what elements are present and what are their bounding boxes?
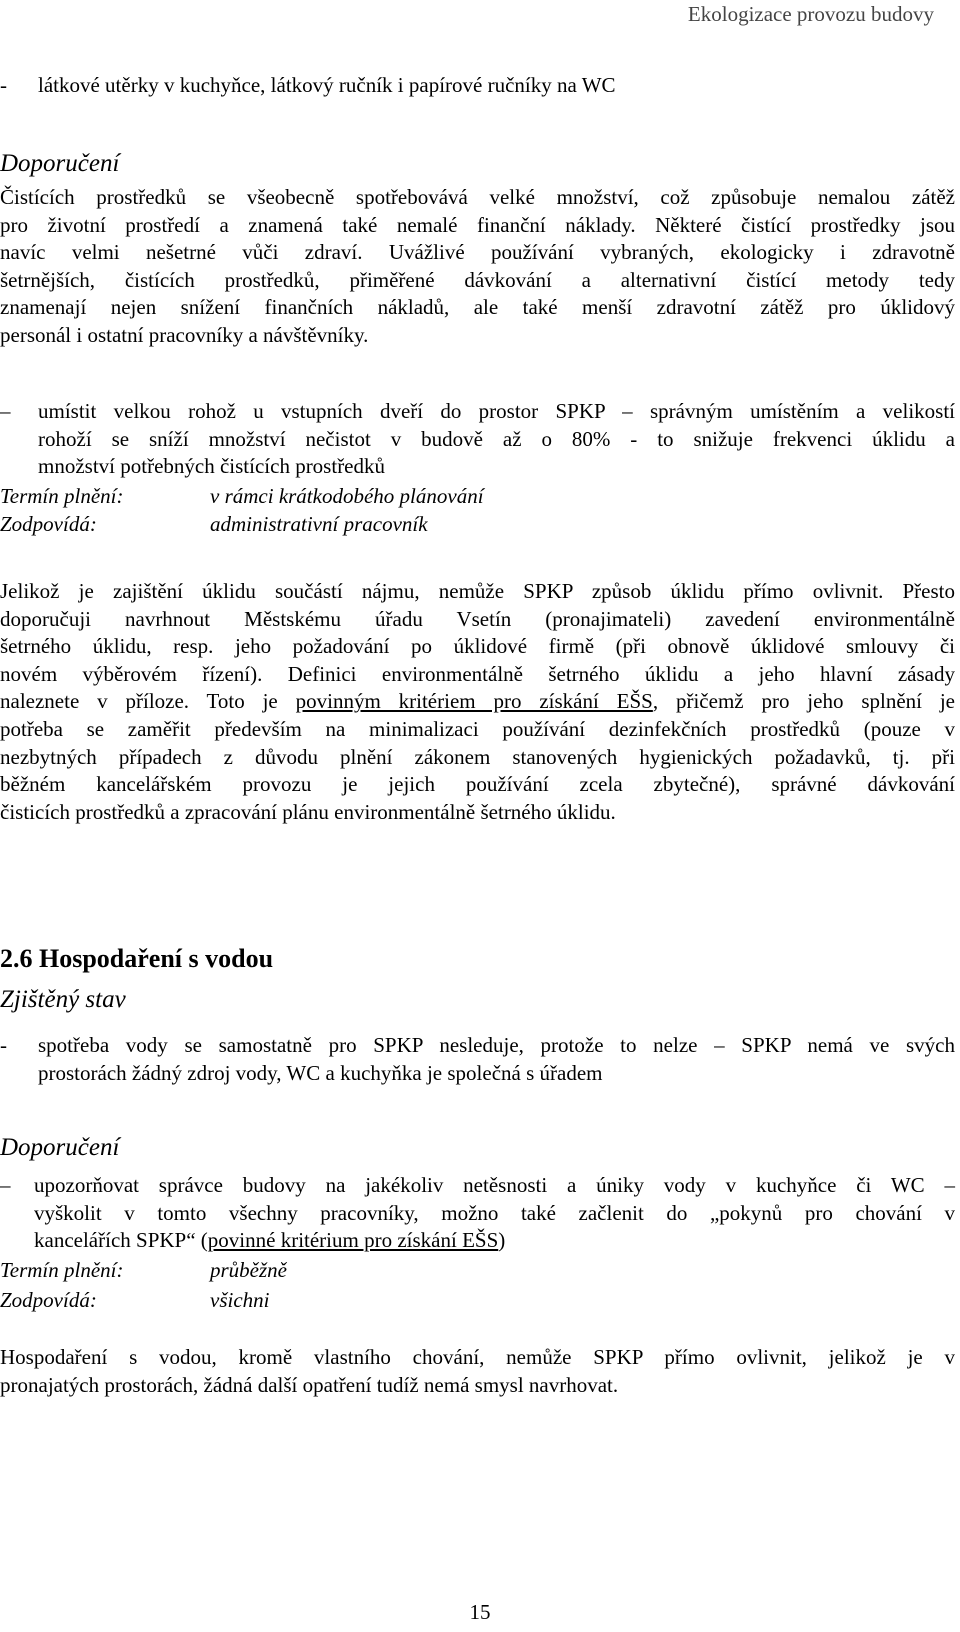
deadline-label: Termín plnění: bbox=[0, 1258, 124, 1282]
list-line: vyškolit v tomto všechny pracovníky, možno také začlenit do „pokynů pro chování v bbox=[34, 1200, 955, 1225]
section-label-recommendation: Doporučení bbox=[0, 1134, 120, 1161]
paragraph-line: naleznete v příloze. Toto je povinným kritériem pro získání EŠS, přičemž pro jeho splnění je bbox=[0, 689, 956, 714]
paragraph-line: pronajatých prostorách, žádná další opatření tudíž nemá smysl navrhovat. bbox=[0, 1372, 619, 1397]
requirement-link: povinným kritériem pro získání EŠS bbox=[295, 689, 653, 714]
deadline-value: v rámci krátkodobého plánování bbox=[210, 484, 484, 508]
responsible-value: všichni bbox=[210, 1288, 270, 1312]
list-marker: – bbox=[0, 1173, 11, 1197]
deadline-label: Termín plnění: bbox=[0, 484, 124, 508]
list-line: spotřeba vody se samostatně pro SPKP nesleduje, protože to nelze – SPKP nemá ve svých bbox=[38, 1033, 955, 1057]
paragraph-line: znamenají nejen snížení finančních nákladů, ale také menší zdravotní zátěž pro úklidový bbox=[0, 295, 955, 320]
paragraph-cleaning-service bbox=[0, 578, 955, 826]
paragraph-line: čisticích prostředků a zpracování plánu environmentálně šetrného úklidu. bbox=[0, 799, 616, 824]
paragraph-line: potřeba se zaměřit především na minimalizaci používání dezinfekčních prostředků (pouze v bbox=[0, 716, 955, 741]
paragraph-line: šetrného úklidu, resp. jeho požadování po úklidové firmě (při obnově úklidové smlouvy či bbox=[0, 634, 955, 659]
paragraph-line: nezbytných případech z důvodu plnění zákonem stanovených hygienických požadavků, tj. při bbox=[0, 744, 955, 769]
paragraph-line: personál i ostatní pracovníky a návštěvníky. bbox=[0, 322, 369, 347]
list-marker: - bbox=[0, 1033, 7, 1057]
list-item bbox=[0, 72, 955, 100]
deadline-row bbox=[0, 1258, 287, 1283]
deadline-value: průběžně bbox=[210, 1258, 287, 1282]
list-marker: - bbox=[0, 73, 7, 97]
list-line: kancelářích SPKP“ (povinné kritérium pro získání EŠS) bbox=[34, 1228, 506, 1253]
paragraph-line: šetrnějších, čistících prostředků, přiměřené dávkování a alternativní čistící metody tedy bbox=[0, 267, 955, 292]
paragraph-line: běžném kancelářském provozu je jejich používání zcela zbytečné), správné dávkování bbox=[0, 772, 955, 797]
paragraph-line: Hospodaření s vodou, kromě vlastního chování, nemůže SPKP přímo ovlivnit, jelikož je v bbox=[0, 1345, 955, 1369]
list-item bbox=[0, 398, 955, 481]
paragraph-water bbox=[0, 1344, 955, 1399]
responsible-label: Zodpovídá: bbox=[0, 512, 97, 536]
list-item-text: látkové utěrky v kuchyňce, látkový ručník i papírové ručníky na WC bbox=[38, 73, 616, 97]
responsible-value: administrativní pracovník bbox=[210, 512, 428, 536]
paragraph-line: pro životní prostředí a znamená také nemalé finanční náklady. Některé čistící prostředky jsou bbox=[0, 212, 955, 237]
list-line: upozorňovat správce budovy na jakékoliv netěsnosti a úniky vody v kuchyňce či WC – bbox=[34, 1173, 955, 1197]
running-header: Ekologizace provozu budovy bbox=[687, 2, 934, 26]
section-label-recommendation: Doporučení bbox=[0, 150, 120, 177]
paragraph-line: Jelikož je zajištění úklidu součástí nájmu, nemůže SPKP způsob úklidu přímo ovlivnit. Přesto bbox=[0, 579, 955, 603]
paragraph-line: novém výběrovém řízení). Definici environmentálně šetrného úklidu a jeho hlavní zásady bbox=[0, 661, 955, 686]
responsible-label: Zodpovídá: bbox=[0, 1288, 97, 1312]
list-item bbox=[0, 1032, 955, 1087]
list-line: množství potřebných čistících prostředků bbox=[38, 454, 386, 479]
list-marker: – bbox=[0, 399, 11, 423]
list-line: rohoží se sníží množství nečistot v budově až o 80% - to snižuje frekvenci úklidu a bbox=[38, 426, 955, 451]
section-heading: 2.6 Hospodaření s vodou bbox=[0, 944, 274, 973]
deadline-row bbox=[0, 484, 484, 509]
page-number: 15 bbox=[469, 1600, 491, 1624]
list-line: prostorách žádný zdroj vody, WC a kuchyňka je společná s úřadem bbox=[38, 1060, 603, 1085]
paragraph-line: Čistících prostředků se všeobecně spotřebovává velké množství, což způsobuje nemalou zátěž bbox=[0, 185, 955, 209]
paragraph-line: doporučuji navrhnout Městskému úřadu Vsetín (pronajimateli) zavedení environmentálně bbox=[0, 606, 955, 631]
requirement-link: povinné kritérium pro získání EŠS bbox=[207, 1228, 499, 1253]
responsible-row bbox=[0, 512, 428, 537]
responsible-row bbox=[0, 1288, 269, 1313]
section-label-state: Zjištěný stav bbox=[0, 986, 126, 1013]
list-line: umístit velkou rohož u vstupních dveří do prostor SPKP – správným umístěním a velikostí bbox=[38, 399, 955, 423]
paragraph-cleaning bbox=[0, 184, 955, 350]
paragraph-line: navíc velmi nešetrné vůči zdraví. Uvážlivé používání vybraných, ekologicky i zdravotně bbox=[0, 240, 955, 265]
list-item bbox=[0, 1172, 955, 1255]
